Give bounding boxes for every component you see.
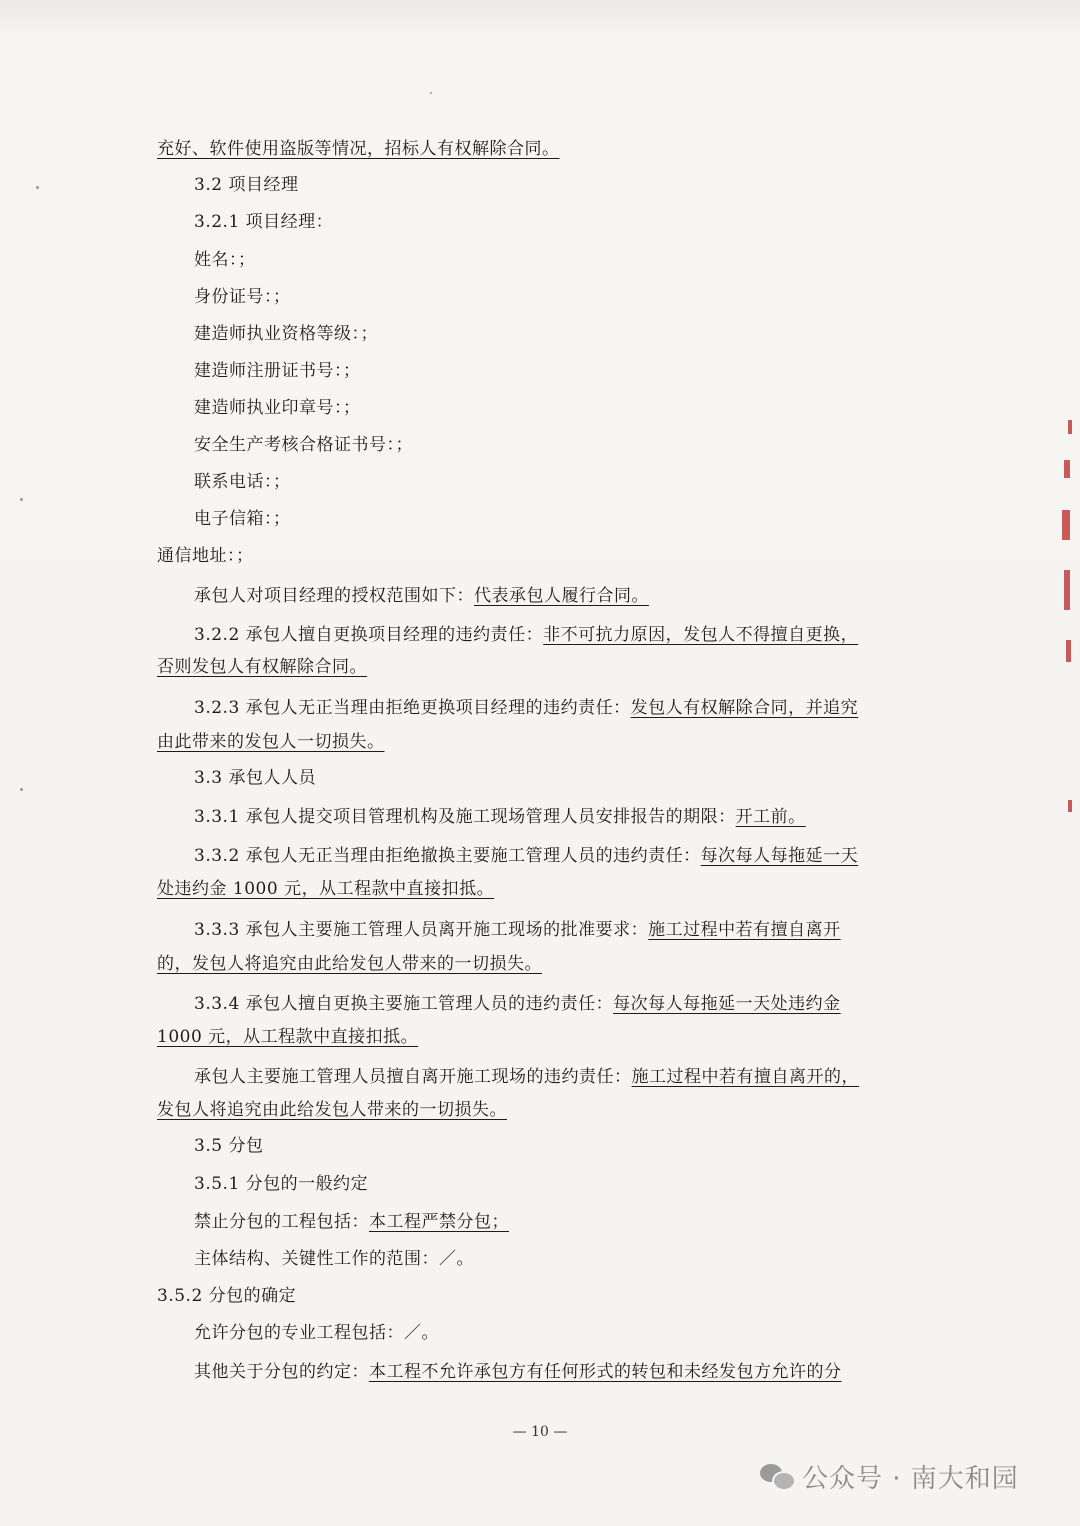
field-email: 电子信箱：； — [194, 509, 291, 529]
text-line: 允许分包的专业工程包括：／。 — [194, 1323, 439, 1343]
stamp-edge-mark — [1068, 420, 1072, 434]
text-line: 禁止分包的工程包括：本工程严禁分包； — [194, 1212, 509, 1232]
watermark-text: 公众号 · 南大和园 — [802, 1463, 1019, 1494]
scan-speck — [36, 186, 39, 189]
text-line: 处违约金 1000 元，从工程款中直接扣抵。 — [157, 879, 495, 899]
text-line: 主体结构、关键性工作的范围：／。 — [194, 1249, 474, 1269]
page-number: — 10 — — [512, 1424, 568, 1440]
stamp-edge-mark — [1066, 640, 1071, 662]
stamp-edge-mark — [1064, 460, 1070, 478]
field-address: 通信地址：； — [157, 546, 254, 566]
field-name: 姓名：； — [194, 250, 256, 270]
stamp-edge-mark — [1068, 800, 1072, 812]
text-line: 承包人主要施工管理人员擅自离开施工现场的违约责任：施工过程中若有擅自离开的， — [194, 1067, 859, 1087]
text-line: 发包人将追究由此给发包人带来的一切损失。 — [157, 1100, 507, 1120]
text-line: 其他关于分包的约定：本工程不允许承包方有任何形式的转包和未经发包方允许的分 — [194, 1362, 842, 1382]
scan-speck — [430, 92, 432, 94]
text-line: 充好、软件使用盗版等情况，招标人有权解除合同。 — [157, 139, 560, 159]
subsection-heading: 3.2.1 项目经理： — [194, 212, 334, 232]
section-heading: 3.3 承包人人员 — [194, 768, 316, 788]
text-line: 承包人对项目经理的授权范围如下：代表承包人履行合同。 — [194, 586, 649, 606]
subsection-heading: 3.5.1 分包的一般约定 — [194, 1174, 369, 1194]
text-line: 3.2.2 承包人擅自更换项目经理的违约责任：非不可抗力原因，发包人不得擅自更换， — [194, 625, 859, 645]
stamp-edge-mark — [1064, 570, 1070, 610]
field-seal-number: 建造师执业印章号：； — [194, 398, 361, 418]
text-line: 由此带来的发包人一切损失。 — [157, 732, 385, 752]
stamp-edge-mark — [1062, 510, 1070, 540]
wechat-icon — [760, 1462, 794, 1490]
text-line: 3.3.3 承包人主要施工管理人员离开施工现场的批准要求：施工过程中若有擅自离开 — [194, 920, 841, 940]
field-registration-number: 建造师注册证书号：； — [194, 361, 361, 381]
text-line: 1000 元，从工程款中直接扣抵。 — [157, 1027, 419, 1047]
watermark — [760, 1456, 1019, 1496]
text-line: 3.2.3 承包人无正当理由拒绝更换项目经理的违约责任：发包人有权解除合同，并追究 — [194, 698, 859, 718]
text-line: 3.3.1 承包人提交项目管理机构及施工现场管理人员安排报告的期限：开工前。 — [194, 807, 806, 827]
text-line: 3.3.2 承包人无正当理由拒绝撤换主要施工管理人员的违约责任：每次每人每拖延一天 — [194, 846, 859, 866]
text-line: 否则发包人有权解除合同。 — [157, 657, 367, 677]
text-line: 的，发包人将追究由此给发包人带来的一切损失。 — [157, 954, 542, 974]
field-qualification-grade: 建造师执业资格等级：； — [194, 324, 378, 344]
subsection-heading: 3.5.2 分包的确定 — [157, 1286, 297, 1306]
field-phone: 联系电话：； — [194, 472, 291, 492]
scan-speck — [20, 788, 23, 791]
scan-speck — [20, 498, 23, 501]
text-line: 3.3.4 承包人擅自更换主要施工管理人员的违约责任：每次每人每拖延一天处违约金 — [194, 994, 841, 1014]
section-heading: 3.2 项目经理 — [194, 175, 299, 195]
field-safety-certificate: 安全生产考核合格证书号：； — [194, 435, 413, 455]
section-heading: 3.5 分包 — [194, 1136, 264, 1156]
field-id-number: 身份证号：； — [194, 287, 291, 307]
